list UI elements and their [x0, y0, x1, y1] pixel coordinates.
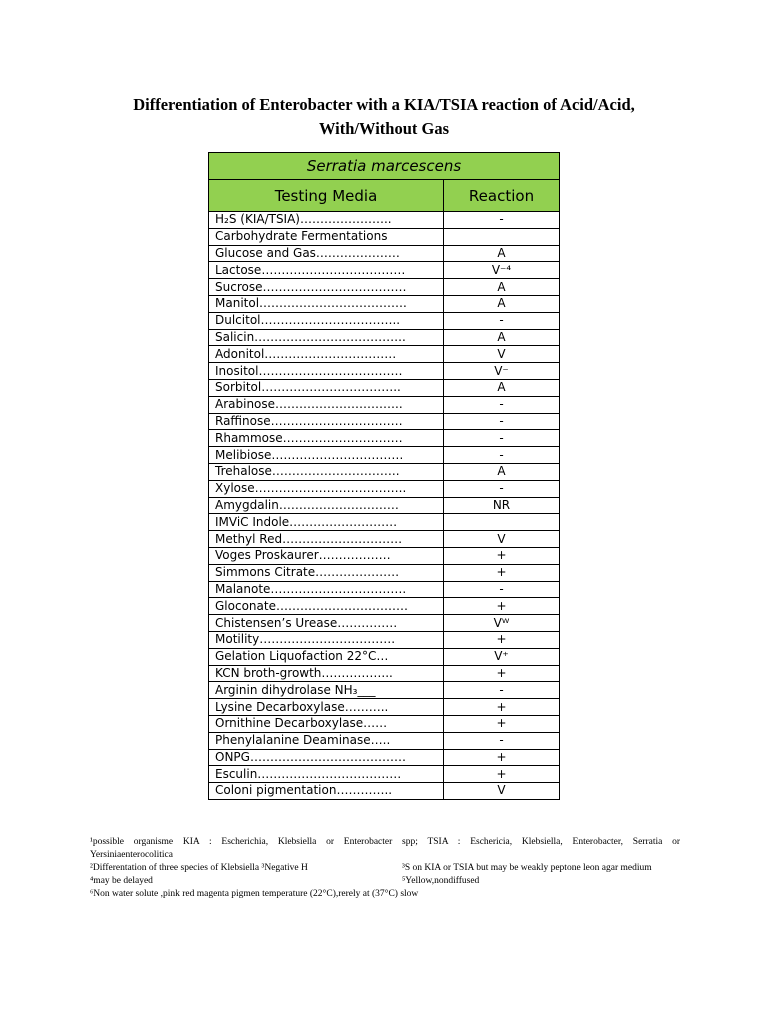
testing-media-cell: Motility……………………………. — [209, 631, 444, 648]
testing-media-cell: Phenylalanine Deaminase….. — [209, 732, 444, 749]
reaction-cell — [444, 514, 560, 531]
table-row — [209, 346, 560, 363]
footnote-1-line-2: Yersiniaenterocolitica — [90, 850, 173, 860]
testing-media-cell: Voges Proskaurer……………… — [209, 547, 444, 564]
testing-media-cell: Adonitol…………………………… — [209, 346, 444, 363]
footnote-6: ⁶Non water solute ,pink red magenta pigmen temperature (22°C),rerely at (37°C) slow — [90, 889, 419, 899]
table-row — [209, 615, 560, 632]
table-row — [209, 363, 560, 380]
table-row — [209, 212, 560, 229]
testing-media-header: Testing Media — [209, 180, 444, 212]
reaction-cell: A — [444, 329, 560, 346]
testing-media-cell: Methyl Red………………………… — [209, 531, 444, 548]
table-row — [209, 245, 560, 262]
reaction-cell: V — [444, 531, 560, 548]
reaction-cell: + — [444, 766, 560, 783]
footnote-5: ⁵Yellow,nondiffused — [402, 876, 480, 886]
testing-media-cell: IMViC Indole……………………… — [209, 514, 444, 531]
table-row — [209, 665, 560, 682]
table-row — [209, 783, 560, 800]
testing-media-cell: Arabinose………………………….. — [209, 396, 444, 413]
reaction-cell: - — [444, 732, 560, 749]
reaction-cell: - — [444, 396, 560, 413]
testing-media-cell: Malanote……………………………. — [209, 581, 444, 598]
table-row — [209, 379, 560, 396]
reaction-cell: + — [444, 715, 560, 732]
table-row — [209, 514, 560, 531]
footnote-3: ³S on KIA or TSIA but may be weakly peptone leon agar medium — [402, 863, 652, 873]
table-row — [209, 699, 560, 716]
testing-media-cell: Manitol………………………………. — [209, 295, 444, 312]
testing-media-cell: Salicin……………………………….. — [209, 329, 444, 346]
table-row — [209, 682, 560, 699]
reaction-cell: + — [444, 699, 560, 716]
table-row — [209, 480, 560, 497]
reaction-header: Reaction — [444, 180, 560, 212]
footnote-4: ⁴may be delayed — [90, 876, 153, 886]
footnotes — [90, 836, 680, 901]
table-row — [209, 631, 560, 648]
table-row — [209, 447, 560, 464]
reaction-cell: - — [444, 581, 560, 598]
reaction-cell: - — [444, 212, 560, 229]
table-row — [209, 749, 560, 766]
table-row — [209, 564, 560, 581]
testing-media-cell: KCN broth-growth……………... — [209, 665, 444, 682]
reaction-cell: Vᵂ — [444, 615, 560, 632]
testing-media-cell: Lysine Decarboxylase……….. — [209, 699, 444, 716]
reaction-cell: - — [444, 447, 560, 464]
reaction-cell: + — [444, 547, 560, 564]
reaction-cell: - — [444, 682, 560, 699]
testing-media-cell: Sucrose……………………………… — [209, 279, 444, 296]
table-row — [209, 732, 560, 749]
reaction-cell: + — [444, 749, 560, 766]
table-row — [209, 312, 560, 329]
testing-media-table — [208, 152, 560, 800]
testing-media-cell: Rhammose………………………… — [209, 430, 444, 447]
table-row — [209, 497, 560, 514]
testing-media-cell: Chistensen’s Urease…………… — [209, 615, 444, 632]
table-row — [209, 413, 560, 430]
table-row — [209, 430, 560, 447]
table-row — [209, 598, 560, 615]
testing-media-cell: ONPG………………………………… — [209, 749, 444, 766]
testing-media-cell: Glucose and Gas………………… — [209, 245, 444, 262]
reaction-cell: A — [444, 295, 560, 312]
table-row — [209, 463, 560, 480]
testing-media-cell: Simmons Citrate………………… — [209, 564, 444, 581]
reaction-cell: A — [444, 245, 560, 262]
reaction-cell: - — [444, 413, 560, 430]
reaction-cell: V — [444, 783, 560, 800]
species-header: Serratia marcescens — [209, 153, 560, 180]
testing-media-cell: Coloni pigmentation………….. — [209, 783, 444, 800]
table-row — [209, 715, 560, 732]
testing-media-cell: Xylose……………………………….. — [209, 480, 444, 497]
testing-media-cell: Melibiose…………………………… — [209, 447, 444, 464]
table-body — [209, 212, 560, 800]
testing-media-cell: Esculin……………………………… — [209, 766, 444, 783]
reaction-cell: - — [444, 480, 560, 497]
reaction-cell: V⁻ — [444, 363, 560, 380]
testing-media-cell: Inositol……………………………… — [209, 363, 444, 380]
table-row — [209, 531, 560, 548]
testing-media-cell: Gelation Liquofaction 22°C… — [209, 648, 444, 665]
table-row — [209, 262, 560, 279]
testing-media-cell: H₂S (KIA/TSIA)………………….. — [209, 212, 444, 229]
reaction-cell: A — [444, 279, 560, 296]
testing-media-cell: Amygdalin………………………… — [209, 497, 444, 514]
testing-media-cell: Ornithine Decarboxylase…… — [209, 715, 444, 732]
title-line-1: Differentiation of Enterobacter with a KIA/TSIA reaction of Acid/Acid, — [133, 95, 635, 114]
reaction-cell — [444, 228, 560, 245]
reaction-cell: + — [444, 631, 560, 648]
table-row — [209, 547, 560, 564]
table-row — [209, 396, 560, 413]
testing-media-cell: Arginin dihydrolase NH₃___ — [209, 682, 444, 699]
table-row — [209, 228, 560, 245]
table-row — [209, 581, 560, 598]
reaction-cell: V⁻⁴ — [444, 262, 560, 279]
testing-media-cell: Trehalose………………………….. — [209, 463, 444, 480]
reaction-cell: + — [444, 665, 560, 682]
reaction-cell: NR — [444, 497, 560, 514]
testing-media-cell: Raffinose…………………………… — [209, 413, 444, 430]
table-row — [209, 766, 560, 783]
table-row — [209, 648, 560, 665]
reaction-cell: V — [444, 346, 560, 363]
testing-media-cell: Gloconate…………………………… — [209, 598, 444, 615]
reaction-cell: - — [444, 312, 560, 329]
reaction-cell: A — [444, 379, 560, 396]
reaction-cell: - — [444, 430, 560, 447]
reaction-cell: A — [444, 463, 560, 480]
table-row — [209, 329, 560, 346]
footnote-1-line-1: ¹possible organisme KIA : Escherichia, Klebsiella or Enterobacter spp; TSIA : Eschericia, Klebsiella, Enterobacter, Serratia or — [90, 837, 680, 847]
testing-media-cell: Carbohydrate Fermentations — [209, 228, 444, 245]
testing-media-cell: Dulcitol…………………………….. — [209, 312, 444, 329]
document-title — [80, 93, 688, 141]
title-line-2: With/Without Gas — [318, 119, 450, 138]
testing-media-cell: Sorbitol…………………………….. — [209, 379, 444, 396]
table-row — [209, 295, 560, 312]
reaction-cell: V⁺ — [444, 648, 560, 665]
reaction-cell: + — [444, 598, 560, 615]
testing-media-cell: Lactose……………………………… — [209, 262, 444, 279]
footnote-2: ²Differentation of three species of Klebsiella ³Negative H — [90, 863, 308, 873]
reaction-cell: + — [444, 564, 560, 581]
table-row — [209, 279, 560, 296]
